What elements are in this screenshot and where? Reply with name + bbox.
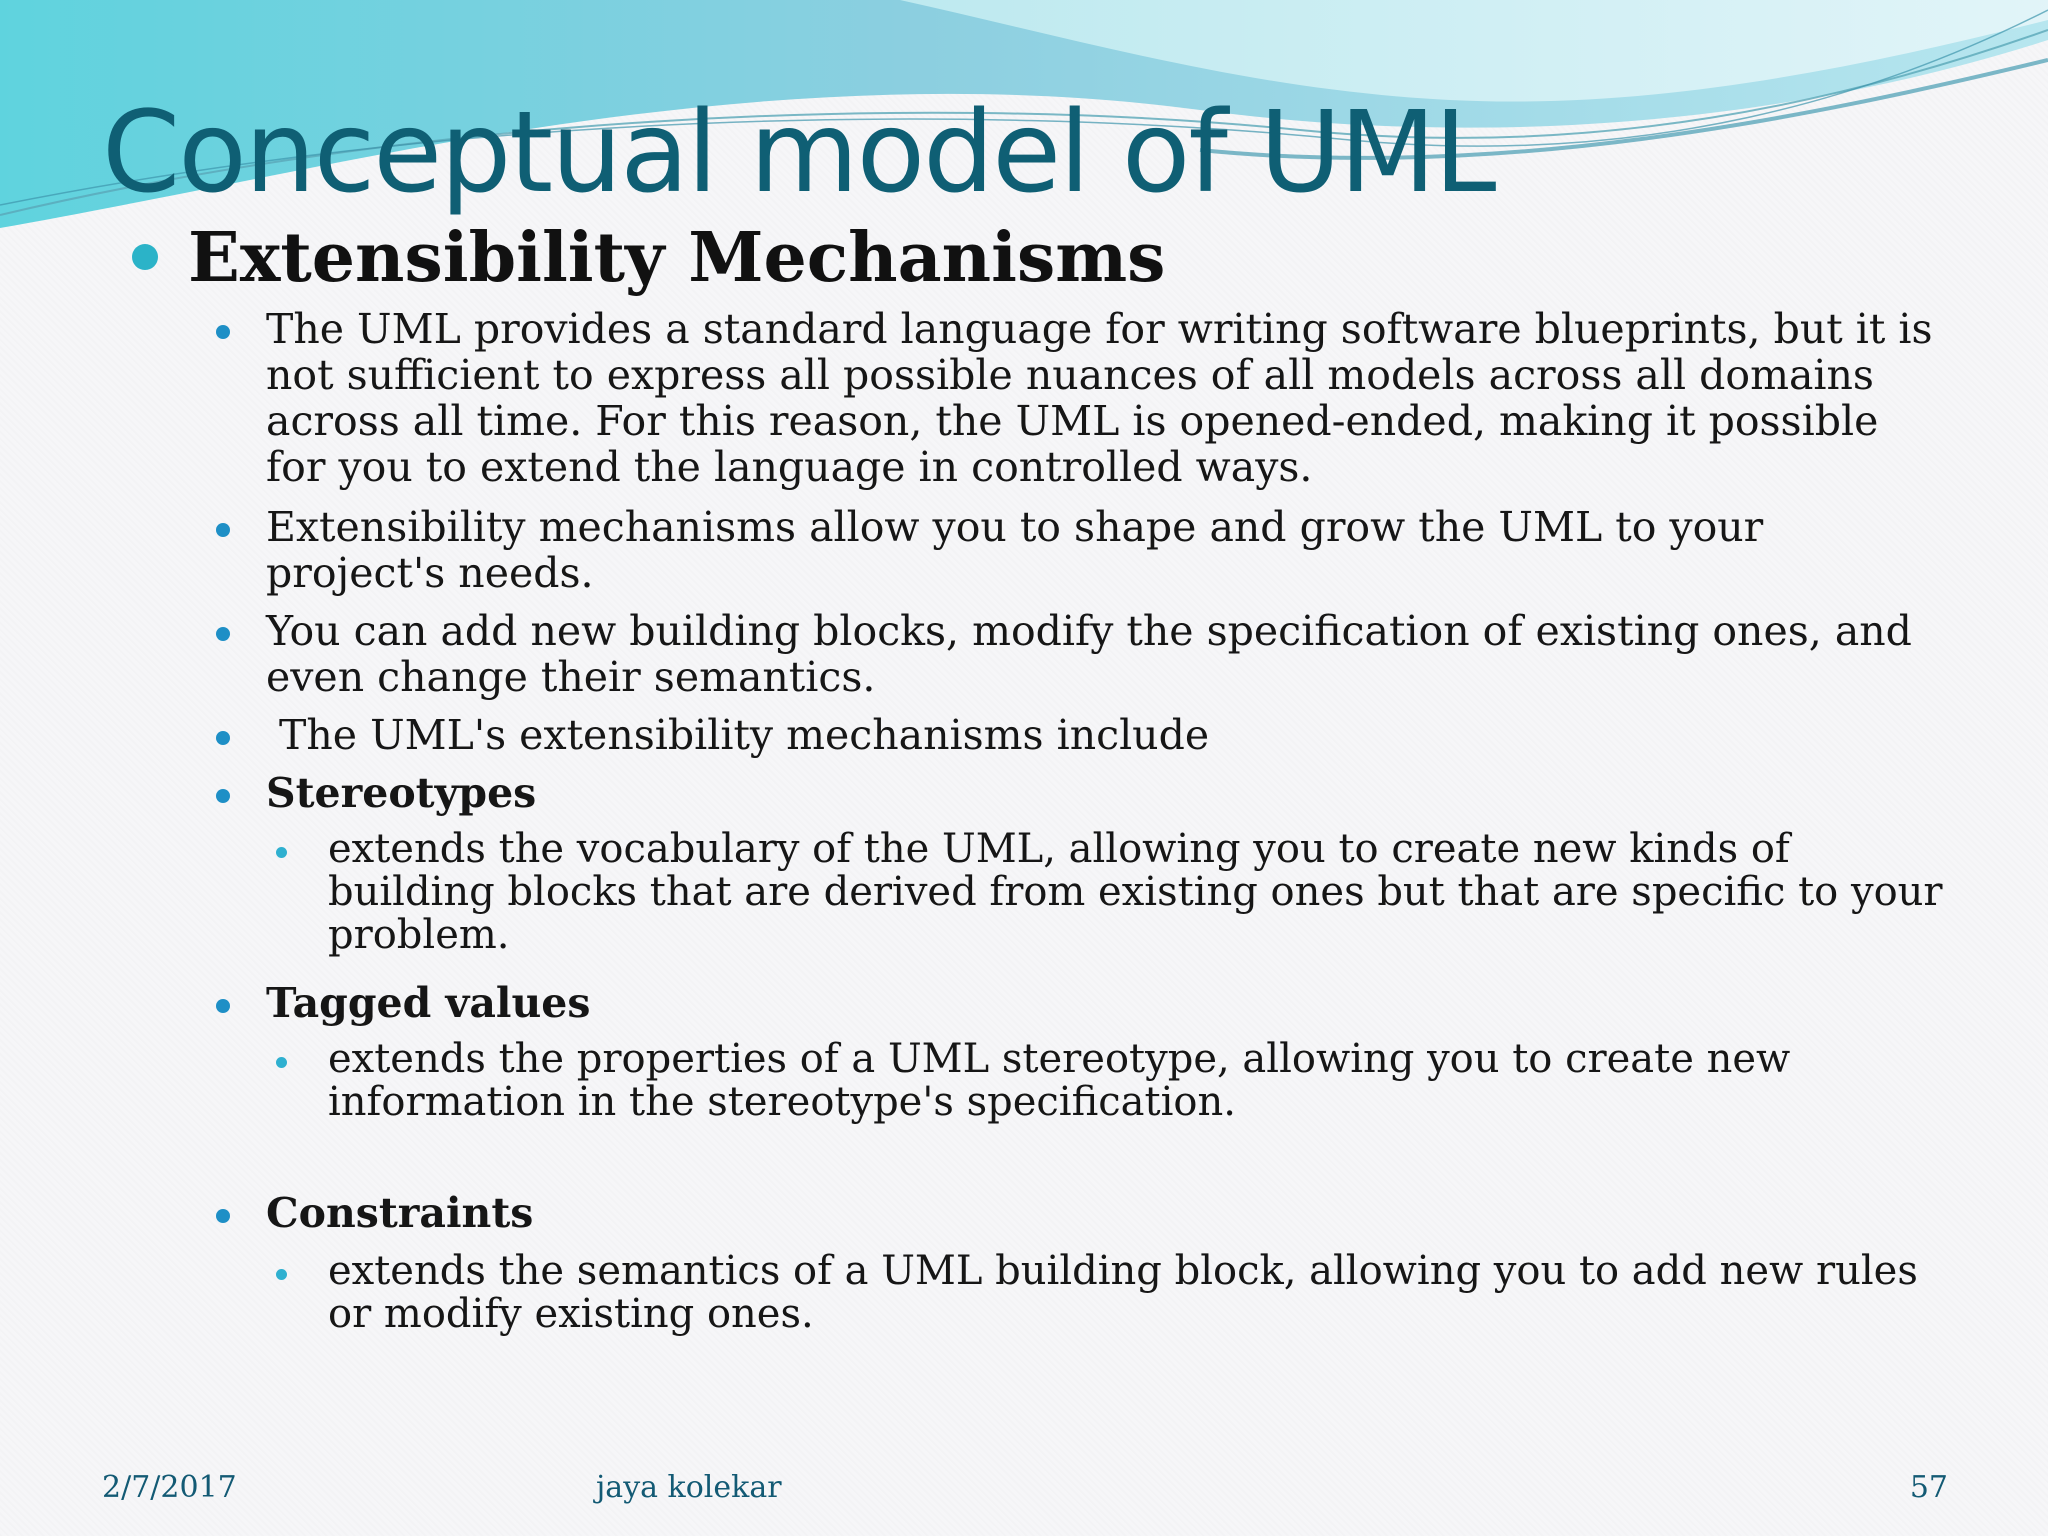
footer-author: jaya kolekar	[596, 1470, 782, 1505]
bullet-icon	[216, 999, 230, 1013]
mechanism-description-text: extends the semantics of a UML building block, allowing you to add new rules or modify existing ones.	[328, 1248, 1918, 1337]
bullet-icon	[216, 731, 230, 745]
bullet-icon	[276, 1269, 287, 1280]
list-item-text: The UML provides a standard language for writing software blueprints, but it is not sufficient to express all possible nuances of all models across all domains across all time. For this reason, the UML is opened-ended, making it possible for you to extend the language in controlled ways.	[266, 305, 1933, 491]
bullet-icon	[216, 627, 230, 641]
bullet-icon	[132, 244, 158, 270]
mechanism-name: Constraints	[266, 1189, 534, 1237]
bullet-icon	[276, 1057, 287, 1068]
main-bullet-text: Extensibility Mechanisms	[188, 218, 1166, 298]
bullet-icon	[216, 523, 230, 537]
mechanism-name: Tagged values	[266, 979, 591, 1027]
mechanism-description-text: extends the vocabulary of the UML, allowing you to create new kinds of building blocks that are derived from existing ones but that are specific to your problem.	[328, 826, 1943, 958]
list-item-text: The UML's extensibility mechanisms include	[266, 711, 1210, 759]
bullet-icon	[216, 1209, 230, 1223]
bullet-icon	[276, 847, 287, 858]
footer-date: 2/7/2017	[102, 1470, 237, 1505]
mechanism-name: Stereotypes	[266, 769, 537, 817]
slide-title: Conceptual model of UML	[102, 88, 1495, 218]
list-item-text: You can add new building blocks, modify the specification of existing ones, and even change their semantics.	[266, 607, 1912, 701]
mechanism-description-text: extends the properties of a UML stereotype, allowing you to create new information in the stereotype's specification.	[328, 1036, 1791, 1125]
list-item-text: Extensibility mechanisms allow you to shape and grow the UML to your project's needs.	[266, 503, 1764, 597]
footer-page-number: 57	[1909, 1470, 1948, 1505]
bullet-icon	[216, 789, 230, 803]
bullet-icon	[216, 325, 230, 339]
